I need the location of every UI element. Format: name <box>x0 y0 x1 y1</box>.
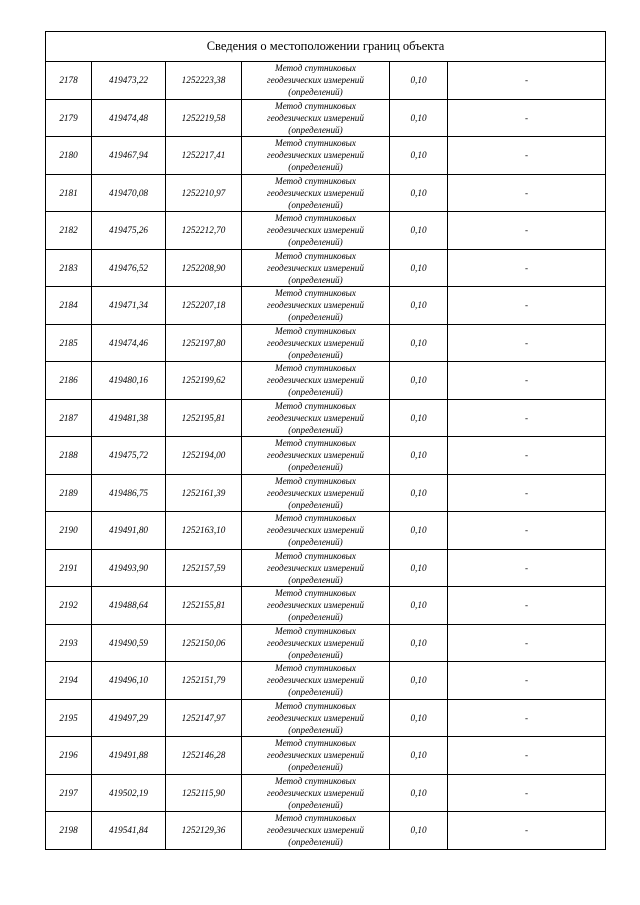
coordinate-x-cell: 419497,29 <box>92 699 166 737</box>
method-cell <box>242 737 390 775</box>
description-cell: - <box>448 174 606 212</box>
coordinate-y-cell: 1252157,59 <box>166 549 242 587</box>
coordinate-y-cell: 1252223,38 <box>166 62 242 100</box>
table-row <box>46 774 606 812</box>
coordinate-x-cell: 419493,90 <box>92 549 166 587</box>
description-cell: - <box>448 99 606 137</box>
method-line: геодезических измерений <box>267 637 364 648</box>
coordinate-y-cell: 1252147,97 <box>166 699 242 737</box>
accuracy-cell: 0,10 <box>390 474 448 512</box>
table-row <box>46 549 606 587</box>
coordinate-x-cell: 419470,08 <box>92 174 166 212</box>
method-cell <box>242 212 390 250</box>
coordinate-y-cell: 1252163,10 <box>166 512 242 550</box>
method-line: геодезических измерений <box>267 825 364 836</box>
description-cell: - <box>448 399 606 437</box>
table-row <box>46 99 606 137</box>
method-line: (определений) <box>288 349 343 360</box>
table-row <box>46 249 606 287</box>
method-line: (определений) <box>288 837 343 848</box>
boundary-table <box>45 31 606 850</box>
description-cell: - <box>448 287 606 325</box>
coordinate-y-cell: 1252208,90 <box>166 249 242 287</box>
method-cell <box>242 362 390 400</box>
method-cell <box>242 399 390 437</box>
coordinate-x-cell: 419474,46 <box>92 324 166 362</box>
method-line: Метод спутниковых <box>275 175 356 186</box>
method-line: (определений) <box>288 87 343 98</box>
method-line: Метод спутниковых <box>275 813 356 824</box>
coordinate-x-cell: 419475,26 <box>92 212 166 250</box>
method-line: геодезических измерений <box>267 412 364 423</box>
description-cell: - <box>448 62 606 100</box>
description-cell: - <box>448 474 606 512</box>
method-line: (определений) <box>288 762 343 773</box>
accuracy-cell: 0,10 <box>390 174 448 212</box>
table-row <box>46 137 606 175</box>
description-cell: - <box>448 774 606 812</box>
method-cell <box>242 699 390 737</box>
point-number-cell: 2188 <box>46 437 92 475</box>
method-line: геодезических измерений <box>267 750 364 761</box>
method-cell <box>242 62 390 100</box>
point-number-cell: 2191 <box>46 549 92 587</box>
method-line: Метод спутниковых <box>275 475 356 486</box>
method-cell <box>242 474 390 512</box>
method-line: геодезических измерений <box>267 300 364 311</box>
method-line: геодезических измерений <box>267 262 364 273</box>
method-line: Метод спутниковых <box>275 775 356 786</box>
method-line: (определений) <box>288 499 343 510</box>
accuracy-cell: 0,10 <box>390 662 448 700</box>
coordinate-y-cell: 1252217,41 <box>166 137 242 175</box>
method-line: Метод спутниковых <box>275 738 356 749</box>
description-cell: - <box>448 662 606 700</box>
table-row <box>46 512 606 550</box>
point-number-cell: 2197 <box>46 774 92 812</box>
table-title: Сведения о местоположении границ объекта <box>46 32 606 62</box>
method-cell <box>242 174 390 212</box>
method-cell <box>242 662 390 700</box>
coordinate-x-cell: 419476,52 <box>92 249 166 287</box>
method-line: геодезических измерений <box>267 187 364 198</box>
method-line: Метод спутниковых <box>275 325 356 336</box>
method-line: геодезических измерений <box>267 675 364 686</box>
method-cell <box>242 624 390 662</box>
method-cell <box>242 512 390 550</box>
method-line: Метод спутниковых <box>275 100 356 111</box>
point-number-cell: 2194 <box>46 662 92 700</box>
table-body <box>46 62 606 850</box>
method-cell <box>242 549 390 587</box>
coordinate-y-cell: 1252197,80 <box>166 324 242 362</box>
description-cell: - <box>448 737 606 775</box>
method-line: (определений) <box>288 687 343 698</box>
description-cell: - <box>448 362 606 400</box>
point-number-cell: 2195 <box>46 699 92 737</box>
description-cell: - <box>448 137 606 175</box>
coordinate-y-cell: 1252194,00 <box>166 437 242 475</box>
coordinate-x-cell: 419502,19 <box>92 774 166 812</box>
method-line: геодезических измерений <box>267 450 364 461</box>
point-number-cell: 2198 <box>46 812 92 850</box>
accuracy-cell: 0,10 <box>390 249 448 287</box>
table-row <box>46 287 606 325</box>
table-row <box>46 437 606 475</box>
description-cell: - <box>448 437 606 475</box>
method-line: геодезических измерений <box>267 112 364 123</box>
table-row <box>46 662 606 700</box>
method-line: (определений) <box>288 537 343 548</box>
method-line: Метод спутниковых <box>275 63 356 74</box>
point-number-cell: 2189 <box>46 474 92 512</box>
accuracy-cell: 0,10 <box>390 549 448 587</box>
method-line: (определений) <box>288 312 343 323</box>
coordinate-x-cell: 419488,64 <box>92 587 166 625</box>
method-line: геодезических измерений <box>267 375 364 386</box>
coordinate-y-cell: 1252146,28 <box>166 737 242 775</box>
method-line: геодезических измерений <box>267 225 364 236</box>
method-line: Метод спутниковых <box>275 288 356 299</box>
method-line: геодезических измерений <box>267 787 364 798</box>
method-line: (определений) <box>288 649 343 660</box>
accuracy-cell: 0,10 <box>390 99 448 137</box>
table-row <box>46 812 606 850</box>
method-cell <box>242 437 390 475</box>
description-cell: - <box>448 587 606 625</box>
accuracy-cell: 0,10 <box>390 287 448 325</box>
point-number-cell: 2196 <box>46 737 92 775</box>
coordinate-y-cell: 1252195,81 <box>166 399 242 437</box>
method-line: (определений) <box>288 462 343 473</box>
table-row <box>46 737 606 775</box>
method-line: Метод спутниковых <box>275 700 356 711</box>
accuracy-cell: 0,10 <box>390 399 448 437</box>
table-row <box>46 212 606 250</box>
table-row <box>46 362 606 400</box>
method-line: геодезических измерений <box>267 712 364 723</box>
table-row <box>46 399 606 437</box>
method-line: Метод спутниковых <box>275 400 356 411</box>
method-line: Метод спутниковых <box>275 513 356 524</box>
method-line: Метод спутниковых <box>275 663 356 674</box>
coordinate-x-cell: 419473,22 <box>92 62 166 100</box>
description-cell: - <box>448 249 606 287</box>
coordinate-y-cell: 1252207,18 <box>166 287 242 325</box>
coordinate-x-cell: 419471,34 <box>92 287 166 325</box>
coordinate-y-cell: 1252210,97 <box>166 174 242 212</box>
accuracy-cell: 0,10 <box>390 437 448 475</box>
method-cell <box>242 99 390 137</box>
table-row <box>46 587 606 625</box>
coordinate-x-cell: 419490,59 <box>92 624 166 662</box>
coordinate-x-cell: 419474,48 <box>92 99 166 137</box>
method-line: Метод спутниковых <box>275 625 356 636</box>
coordinate-x-cell: 419486,75 <box>92 474 166 512</box>
point-number-cell: 2179 <box>46 99 92 137</box>
method-line: (определений) <box>288 424 343 435</box>
point-number-cell: 2193 <box>46 624 92 662</box>
accuracy-cell: 0,10 <box>390 737 448 775</box>
table-row <box>46 474 606 512</box>
point-number-cell: 2184 <box>46 287 92 325</box>
accuracy-cell: 0,10 <box>390 512 448 550</box>
method-line: (определений) <box>288 237 343 248</box>
accuracy-cell: 0,10 <box>390 362 448 400</box>
method-cell <box>242 774 390 812</box>
point-number-cell: 2181 <box>46 174 92 212</box>
method-line: (определений) <box>288 612 343 623</box>
accuracy-cell: 0,10 <box>390 699 448 737</box>
point-number-cell: 2182 <box>46 212 92 250</box>
method-line: Метод спутниковых <box>275 588 356 599</box>
method-cell <box>242 587 390 625</box>
description-cell: - <box>448 512 606 550</box>
method-cell <box>242 137 390 175</box>
method-line: Метод спутниковых <box>275 213 356 224</box>
method-line: Метод спутниковых <box>275 438 356 449</box>
point-number-cell: 2192 <box>46 587 92 625</box>
method-line: геодезических измерений <box>267 525 364 536</box>
coordinate-x-cell: 419481,38 <box>92 399 166 437</box>
document-sheet <box>45 31 605 850</box>
coordinate-y-cell: 1252155,81 <box>166 587 242 625</box>
coordinate-y-cell: 1252161,39 <box>166 474 242 512</box>
description-cell: - <box>448 549 606 587</box>
method-cell <box>242 812 390 850</box>
method-line: (определений) <box>288 274 343 285</box>
description-cell: - <box>448 812 606 850</box>
point-number-cell: 2190 <box>46 512 92 550</box>
method-cell <box>242 324 390 362</box>
accuracy-cell: 0,10 <box>390 812 448 850</box>
method-line: геодезических измерений <box>267 150 364 161</box>
table-row <box>46 174 606 212</box>
coordinate-y-cell: 1252219,58 <box>166 99 242 137</box>
method-cell <box>242 249 390 287</box>
table-row <box>46 624 606 662</box>
point-number-cell: 2186 <box>46 362 92 400</box>
method-line: (определений) <box>288 124 343 135</box>
table-row <box>46 699 606 737</box>
description-cell: - <box>448 324 606 362</box>
method-line: Метод спутниковых <box>275 550 356 561</box>
method-line: (определений) <box>288 799 343 810</box>
coordinate-x-cell: 419496,10 <box>92 662 166 700</box>
method-cell <box>242 287 390 325</box>
coordinate-y-cell: 1252115,90 <box>166 774 242 812</box>
method-line: (определений) <box>288 162 343 173</box>
coordinate-x-cell: 419475,72 <box>92 437 166 475</box>
table-title-row <box>46 32 606 62</box>
point-number-cell: 2180 <box>46 137 92 175</box>
coordinate-x-cell: 419480,16 <box>92 362 166 400</box>
description-cell: - <box>448 624 606 662</box>
table-row <box>46 324 606 362</box>
description-cell: - <box>448 212 606 250</box>
method-line: (определений) <box>288 387 343 398</box>
method-line: (определений) <box>288 724 343 735</box>
coordinate-y-cell: 1252151,79 <box>166 662 242 700</box>
coordinate-x-cell: 419467,94 <box>92 137 166 175</box>
point-number-cell: 2183 <box>46 249 92 287</box>
method-line: геодезических измерений <box>267 75 364 86</box>
method-line: геодезических измерений <box>267 337 364 348</box>
point-number-cell: 2178 <box>46 62 92 100</box>
coordinate-y-cell: 1252129,36 <box>166 812 242 850</box>
method-line: геодезических измерений <box>267 487 364 498</box>
coordinate-y-cell: 1252199,62 <box>166 362 242 400</box>
table-row <box>46 62 606 100</box>
method-line: геодезических измерений <box>267 600 364 611</box>
point-number-cell: 2187 <box>46 399 92 437</box>
accuracy-cell: 0,10 <box>390 587 448 625</box>
description-cell: - <box>448 699 606 737</box>
accuracy-cell: 0,10 <box>390 137 448 175</box>
coordinate-y-cell: 1252212,70 <box>166 212 242 250</box>
point-number-cell: 2185 <box>46 324 92 362</box>
accuracy-cell: 0,10 <box>390 324 448 362</box>
accuracy-cell: 0,10 <box>390 624 448 662</box>
coordinate-x-cell: 419491,88 <box>92 737 166 775</box>
method-line: Метод спутниковых <box>275 138 356 149</box>
coordinate-x-cell: 419541,84 <box>92 812 166 850</box>
method-line: Метод спутниковых <box>275 250 356 261</box>
method-line: Метод спутниковых <box>275 363 356 374</box>
coordinate-y-cell: 1252150,06 <box>166 624 242 662</box>
method-line: (определений) <box>288 574 343 585</box>
accuracy-cell: 0,10 <box>390 212 448 250</box>
method-line: геодезических измерений <box>267 562 364 573</box>
coordinate-x-cell: 419491,80 <box>92 512 166 550</box>
accuracy-cell: 0,10 <box>390 62 448 100</box>
method-line: (определений) <box>288 199 343 210</box>
accuracy-cell: 0,10 <box>390 774 448 812</box>
